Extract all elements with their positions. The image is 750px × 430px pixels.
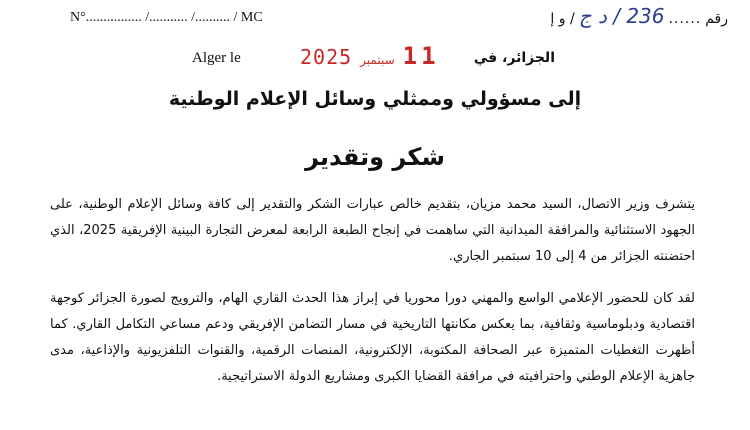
letter-body [50,192,695,406]
reference-suffix-ar: / و إ [550,11,575,27]
recipient-line: إلى مسؤولي وممثلي وسائل الإعلام الوطنية [168,88,582,110]
reference-dots: ...... [668,11,702,27]
body-paragraph: لقد كان للحضور الإعلامي الواسع والمهني دورا محوريا في إبراز هذا الحدث القاري الهام، والترويج لصورة الجزائر كوجهة اقتصادية ودبلوماسية وثقافية، بما يعكس مكانتها التاريخية في مسار التضامن الإفريقي ودعم مساعي التكامل القاري. كما أظهرت التغطيات المتميزة عبر الصحافة المكتوبة، الإلكترونية، المنصات الرقمية، والقنوات التلفزيونية والإذاعية، مدى جاهزية الإعلام الوطني واحترافيته في مرافقة القضايا الكبرى ومشاريع الدولة الاستراتيجية. [50,291,695,384]
reference-number-ar [550,4,728,28]
date-stamp-day: 11 [402,42,440,70]
date-stamp-year: 2025 [300,45,353,69]
document-subject: شكر وتقدير [305,143,445,171]
place-date-label-fr: Alger le [192,50,241,66]
reference-label-ar: رقم [705,11,728,27]
place-date-label-ar: الجزائر، في [473,50,555,66]
handwritten-reference: 236 / د ج [578,4,665,28]
reference-number-fr: N°................ /........... /.......... / MC [70,10,263,25]
date-stamp-month: سبتمبر [360,53,395,67]
date-stamp [300,42,440,70]
body-paragraph: يتشرف وزير الاتصال، السيد محمد مزيان، بتقديم خالص عبارات الشكر والتقدير إلى كافة وسائل الإعلام الوطنية، على الجهود الاستثنائية والمرافقة الميدانية التي ساهمت في إنجاح الطبعة الرابعة لمعرض التجارة البينية الإفريقية 2025، الذي احتضنته الجزائر من 4 إلى 10 سبتمبر الجاري. [50,197,695,264]
